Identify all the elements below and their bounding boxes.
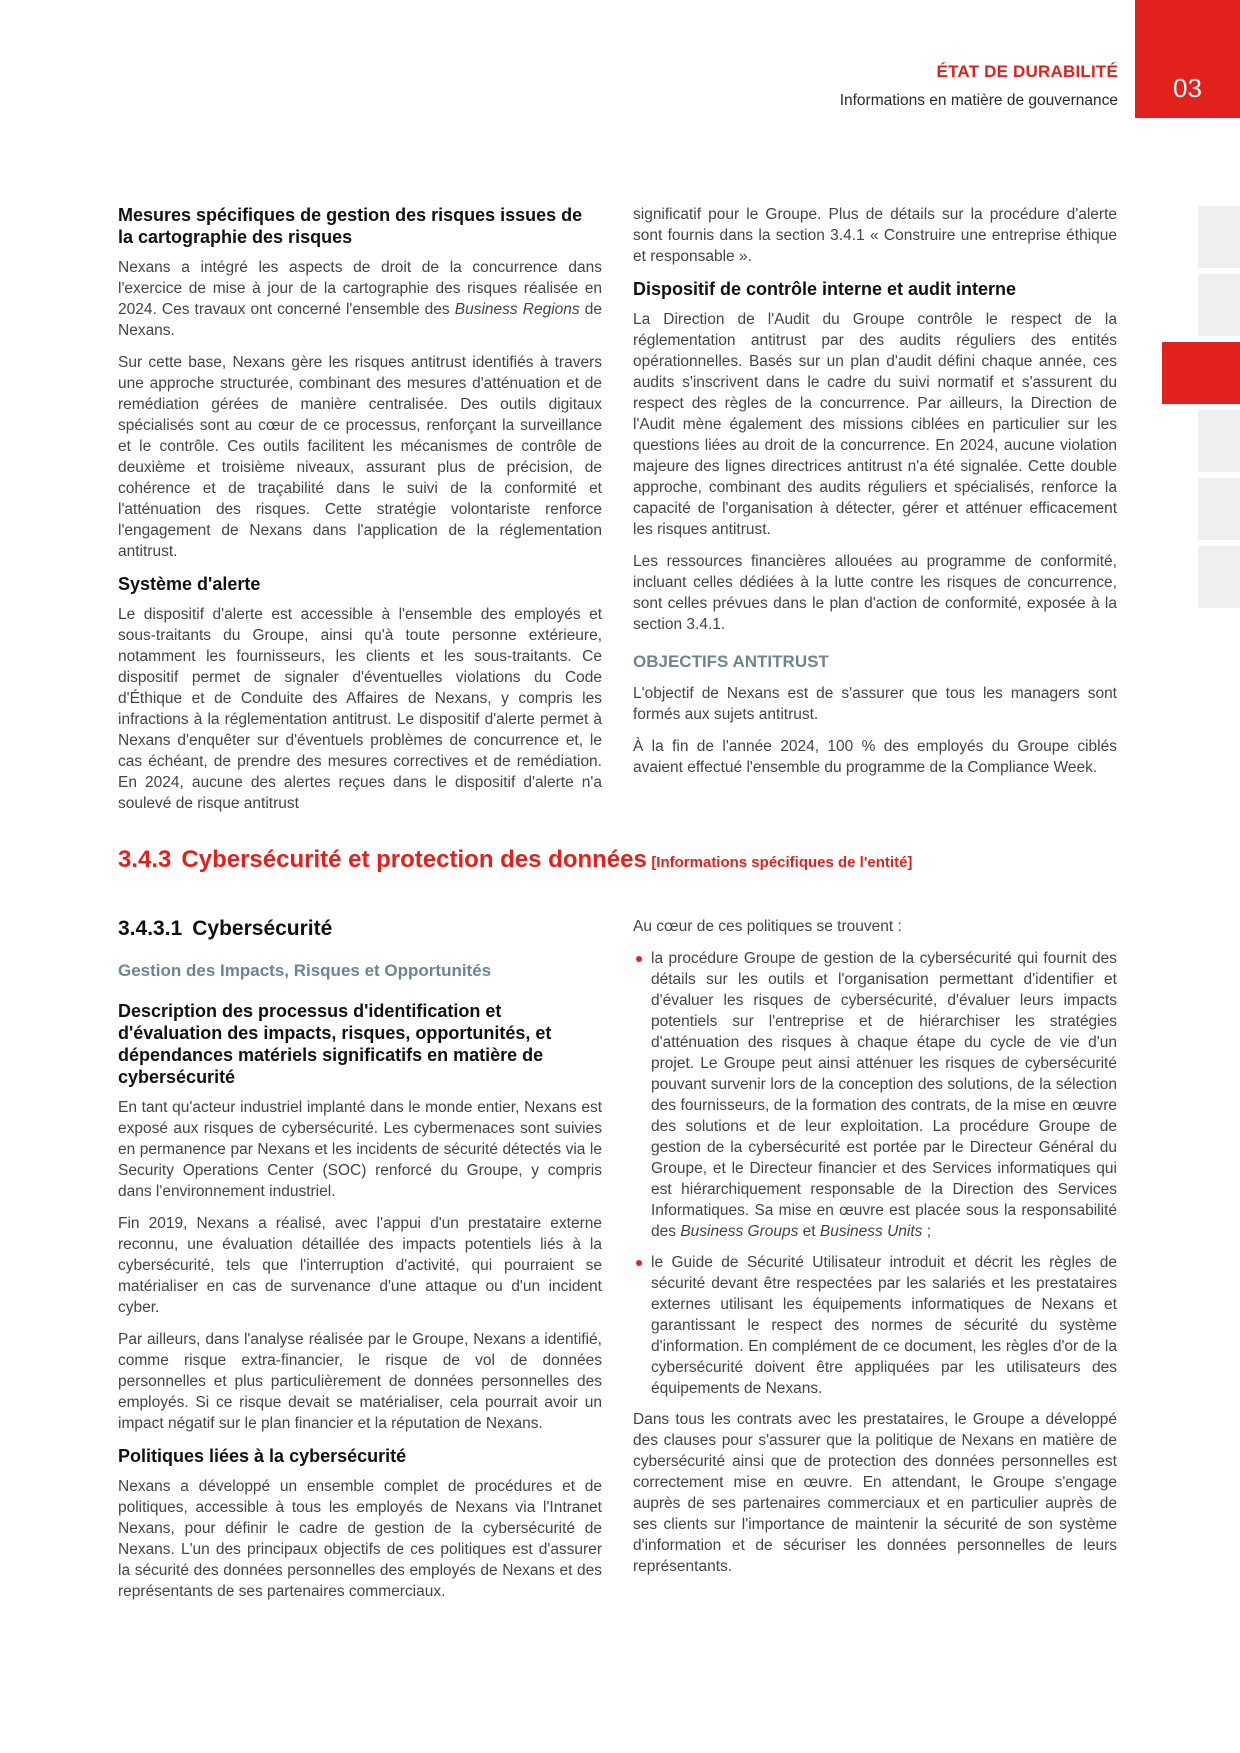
section-title bbox=[118, 846, 1118, 874]
side-nav-tabs bbox=[1198, 206, 1240, 614]
heading-alert-system: Système d'alerte bbox=[118, 574, 261, 594]
paragraph: Par ailleurs, dans l'analyse réalisée par le Groupe, Nexans a identifié, comme risque extra-financier, le risque de vol de données personnelles et plus particulièrement de données personnelles des employés. Si ce risque devait se matérialiser, cela pourrait avoir un impact négatif sur le plan financier et la réputation de Nexans. bbox=[118, 1331, 602, 1432]
heading-risk-mapping: Mesures spécifiques de gestion des risques issues de la cartographie des risques bbox=[118, 205, 583, 247]
section-tag: [Informations spécifiques de l'entité] bbox=[651, 854, 913, 871]
side-tab-1[interactable] bbox=[1198, 206, 1240, 268]
heading-cyber-policies: Politiques liées à la cybersécurité bbox=[118, 1446, 407, 1466]
top-left-column bbox=[118, 204, 602, 825]
paragraph: Nexans a intégré les aspects de droit de la concurrence dans l'exercice de mise à jour de la cartographie des risques réalisée en 2024. Ces travaux ont concerné l'ensemble des Business Regions de Nexans. bbox=[118, 259, 602, 339]
paragraph: La Direction de l'Audit du Groupe contrôle le respect de la réglementation antitrust par des audits réguliers des entités opérationnelles. Basés sur un plan d'audit défini chaque année, ces audits s'inscrivent dans le cadre du suivi normatif et s'assurent du respect des règles de la concurrence. Par ailleurs, la Direction de l'Audit mène également des missions ciblées en particulier sur les questions liées au droit de la concurrence. En 2024, aucune violation majeure des lignes directrices antitrust n'a été signalée. Cette double approche, combinant des audits réguliers et spécialisés, renforce la capacité de l'organisation à détecter, gérer et atténuer efficacement les risques antitrust. bbox=[633, 311, 1117, 538]
subsection-title: 3.4.3.1 Cybersécurité bbox=[118, 917, 333, 940]
policy-list bbox=[633, 948, 1117, 1399]
section-number: 3.4.3 bbox=[118, 846, 172, 873]
heading-iro-management: Gestion des Impacts, Risques et Opportunités bbox=[118, 961, 492, 980]
paragraph: Le dispositif d'alerte est accessible à l'ensemble des employés et sous-traitants du Groupe, ainsi qu'à toute personne extérieure, notamment les fournisseurs, les clients et les sous-traitants. Ce dispositif permet de signaler d'éventuelles violations du Code d'Éthique et de Conduite des Affaires de Nexans, y compris les infractions à la réglementation antitrust. Le dispositif d'alerte permet à Nexans d'enquêter sur d'éventuels problèmes de concurrence et, le cas échéant, de prendre des mesures correctives et de remédiation. En 2024, aucune des alertes reçues dans le dispositif d'alerte n'a soulevé de risque antitrust bbox=[118, 606, 602, 812]
section-title-text: Cybersécurité et protection des données bbox=[181, 846, 647, 873]
paragraph: Dans tous les contrats avec les prestataires, le Groupe a développé des clauses pour s'assurer que la politique de Nexans en matière de cybersécurité ainsi que de protection des données personnelles est correctement mise en œuvre. En attendant, le Groupe s'engage auprès de ses partenaires commerciaux et en particulier auprès de ses clients sur l'importance de maintenir la sécurité de son système d'information et de sécuriser les données personnelles de leurs représentants. bbox=[633, 1411, 1117, 1575]
paragraph: Au cœur de ces politiques se trouvent : bbox=[633, 918, 902, 935]
bottom-left-column bbox=[118, 916, 602, 1613]
paragraph: Fin 2019, Nexans a réalisé, avec l'appui d'un prestataire externe reconnu, une évaluation détaillée des impacts potentiels liés à la cybersécurité, tels que l'interruption d'activité, qui pourraient se matérialiser en cas de survenance d'une attaque ou d'un incident cyber. bbox=[118, 1215, 602, 1316]
bottom-right-column bbox=[633, 916, 1117, 1588]
paragraph: Sur cette base, Nexans gère les risques antitrust identifiés à travers une approche structurée, combinant des mesures d'atténuation et de remédiation gérées de manière centralisée. Des outils digitaux spécialisés sont au cœur de ce processus, renforçant la surveillance et le contrôle. Ces outils facilitent les mécanismes de contrôle de deuxième et troisième niveaux, assurant plus de précision, de cohérence et de traçabilité dans le suivi de la conformité et l'atténuation des risques. Cette stratégie volontariste renforce l'engagement de Nexans dans l'application de la réglementation antitrust. bbox=[118, 354, 602, 560]
side-tab-3-active[interactable] bbox=[1162, 342, 1240, 404]
header-subtitle: Informations en matière de gouvernance bbox=[839, 92, 1118, 109]
list-item: la procédure Groupe de gestion de la cybersécurité qui fournit des détails sur les outils et l'organisation permettant d'identifier et d'évaluer les risques de cybersécurité, d'évaluer leurs impacts potentiels sur l'entreprise et de hiérarchiser les stratégies d'atténuation des risques à chaque étape du cycle de vie d'un projet. Le Groupe peut ainsi atténuer les risques de cybersécurité pouvant survenir lors de la conception des solutions, de la sélection des fournisseurs, de la formation des contrats, de la mise en œuvre des solutions et de leur exploitation. La procédure Groupe de gestion de la cybersécurité est portée par le Directeur Général du Groupe, et le Directeur financier et des Services informatiques qui est hiérarchiquement responsable de la Direction des Services Informatiques. Sa mise en œuvre est placée sous la responsabilité des Business Groups et Business Units ; bbox=[633, 948, 1117, 1242]
side-tab-6[interactable] bbox=[1198, 546, 1240, 608]
top-right-column bbox=[633, 204, 1117, 789]
paragraph: significatif pour le Groupe. Plus de détails sur la procédure d'alerte sont fournis dans la section 3.4.1 « Construire une entreprise éthique et responsable ». bbox=[633, 206, 1117, 265]
paragraph: L'objectif de Nexans est de s'assurer que tous les managers sont formés aux sujets antitrust. bbox=[633, 685, 1117, 723]
chapter-number-tab[interactable]: 03 bbox=[1135, 0, 1240, 118]
paragraph: En tant qu'acteur industriel implanté dans le monde entier, Nexans est exposé aux risques de cybersécurité. Les cybermenaces sont suivies en permanence par Nexans et les incidents de sécurité détectés via le Security Operations Center (SOC) renforcé du Groupe, y compris dans l'environnement industriel. bbox=[118, 1099, 602, 1200]
paragraph: Les ressources financières allouées au programme de conformité, incluant celles dédiées à la lutte contre les risques de concurrence, sont celles prévues dans le plan d'action de conformité, exposée à la section 3.4.1. bbox=[633, 553, 1117, 633]
side-tab-4[interactable] bbox=[1198, 410, 1240, 472]
heading-process-description: Description des processus d'identification et d'évaluation des impacts, risques, opportunités, et dépendances matériels significatifs en matière de cybersécurité bbox=[118, 1001, 552, 1087]
paragraph: Nexans a développé un ensemble complet de procédures et de politiques, accessible à tous les employés de Nexans via l'Intranet Nexans, pour définir le cadre de gestion de la cybersécurité de Nexans. L'un des principaux objectifs de ces politiques est d'assurer la sécurité des données personnelles des employés de Nexans et des représentants de ses partenaires commerciaux. bbox=[118, 1478, 602, 1600]
side-tab-5[interactable] bbox=[1198, 478, 1240, 540]
heading-antitrust-objectives: OBJECTIFS ANTITRUST bbox=[633, 652, 829, 671]
side-tab-2[interactable] bbox=[1198, 274, 1240, 336]
heading-internal-control: Dispositif de contrôle interne et audit interne bbox=[633, 279, 1017, 299]
paragraph: À la fin de l'année 2024, 100 % des employés du Groupe ciblés avaient effectué l'ensemble du programme de la Compliance Week. bbox=[633, 738, 1117, 776]
header-title: ÉTAT DE DURABILITÉ bbox=[936, 62, 1118, 81]
list-item: le Guide de Sécurité Utilisateur introduit et décrit les règles de sécurité devant être respectées par les salariés et les prestataires externes utilisant les équipements informatiques de Nexans et garantissant le respect des normes de sécurité du système d'information. En complément de ce document, les règles d'or de la cybersécurité doivent être appliquées par les utilisateurs des équipements de Nexans. bbox=[633, 1252, 1117, 1399]
